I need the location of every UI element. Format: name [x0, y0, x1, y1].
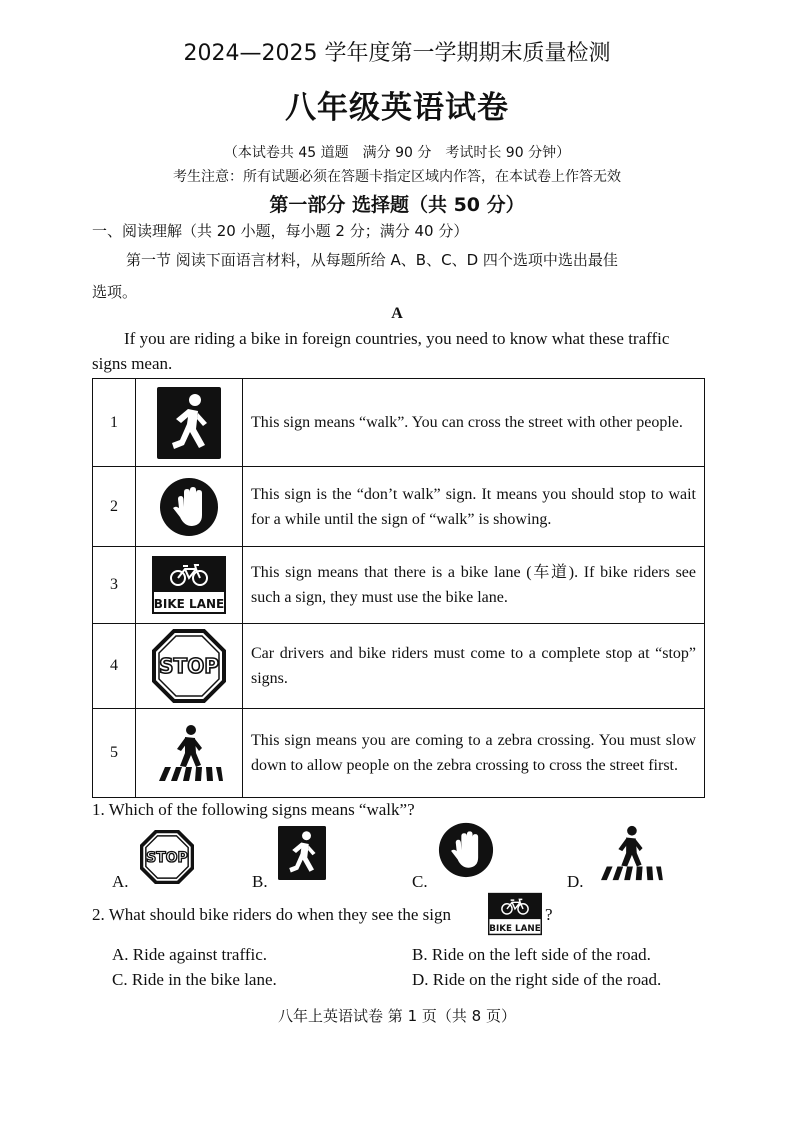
- zebra-crossing-icon: [597, 824, 663, 882]
- walking-person-icon: [157, 387, 221, 459]
- exam-notice: 考生注意：所有试题必须在答题卡指定区域内作答，在本试卷上作答无效: [173, 169, 621, 185]
- row-number: 4: [93, 624, 136, 709]
- paper-title: 八年级英语试卷: [285, 90, 509, 126]
- stop-hand-icon: [159, 477, 219, 537]
- row-number: 3: [93, 547, 136, 624]
- section-title: 一、阅读理解（共 20 小题，每小题 2 分；满分 40 分）: [92, 222, 469, 240]
- table-row: [93, 547, 705, 624]
- table-row: [93, 467, 705, 547]
- question-2: 2. What should bike riders do when they see the sign: [92, 905, 451, 924]
- option-text: Ride on the right side of the road.: [432, 970, 662, 989]
- q2-option-c: [112, 970, 277, 990]
- stop-sign-text: STOP: [159, 654, 219, 678]
- part-title: 第一部分 选择题（共 50 分）: [269, 194, 525, 216]
- instruction-line-2: 选项。: [92, 283, 138, 301]
- q1-option-b-letter: B.: [252, 872, 268, 891]
- q2-bike-lane-sign-text: BIKE LANE: [489, 923, 541, 934]
- question-2-mark: ?: [545, 905, 553, 924]
- table-row: [93, 624, 705, 709]
- table-row: [93, 379, 705, 467]
- option-letter: C.: [112, 970, 128, 989]
- row-number: 5: [93, 709, 136, 798]
- instruction-line-1: 第一节 阅读下面语言材料，从每题所给 A、B、C、D 四个选项中选出最佳: [126, 251, 618, 269]
- sign-description: This sign means you are coming to a zebra crossing. You must slow down to allow people on the zebra crossing to cross the street first.: [243, 709, 705, 798]
- bike-lane-icon: [488, 892, 542, 936]
- sign-description: Car drivers and bike riders must come to a complete stop at “stop” signs.: [243, 624, 705, 709]
- option-letter: A.: [112, 945, 129, 964]
- zebra-crossing-icon: [155, 723, 223, 783]
- q1-option-a-letter: A.: [112, 872, 129, 891]
- option-text: Ride in the bike lane.: [131, 970, 277, 989]
- question-1: 1. Which of the following signs means “walk”?: [92, 800, 415, 819]
- table-row: [93, 709, 705, 798]
- row-number: 1: [93, 379, 136, 467]
- exam-info: （本试卷共 45 道题 满分 90 分 考试时长 90 分钟）: [223, 145, 571, 161]
- page-footer: 八年上英语试卷 第 1 页（共 8 页）: [278, 1007, 516, 1025]
- stop-sign-icon: [152, 629, 226, 703]
- option-a-sign-text: STOP: [146, 850, 188, 867]
- option-text: Ride on the left side of the road.: [431, 945, 651, 964]
- option-letter: D.: [412, 970, 429, 989]
- passage-label: A: [391, 305, 403, 322]
- row-number: 2: [93, 467, 136, 547]
- stop-hand-icon: [438, 822, 494, 878]
- bike-lane-icon: [152, 556, 226, 614]
- sign-description: This sign means “walk”. You can cross the street with other people.: [243, 379, 705, 467]
- q2-option-d: [412, 970, 661, 990]
- option-letter: B.: [412, 945, 428, 964]
- q2-option-a: [112, 945, 267, 965]
- stop-sign-icon: [140, 830, 194, 884]
- traffic-sign-table: [92, 378, 705, 798]
- walking-person-icon: [278, 824, 326, 882]
- bike-lane-sign-text: BIKE LANE: [153, 597, 225, 611]
- q1-option-d-letter: D.: [567, 872, 584, 891]
- q2-option-b: [412, 945, 651, 965]
- q1-option-c-letter: C.: [412, 872, 428, 891]
- sign-description: This sign means that there is a bike lane (车道). If bike riders see such a sign, they must use the bike lane.: [243, 547, 705, 624]
- option-text: Ride against traffic.: [132, 945, 268, 964]
- passage-intro-line-1: If you are riding a bike in foreign countries, you need to know what these traffic: [124, 329, 670, 348]
- passage-intro-line-2: signs mean.: [92, 354, 173, 373]
- exam-title: 2024—2025 学年度第一学期期末质量检测: [183, 41, 611, 66]
- sign-description: This sign is the “don’t walk” sign. It means you should stop to wait for a while until the sign of “walk” is showing.: [243, 467, 705, 547]
